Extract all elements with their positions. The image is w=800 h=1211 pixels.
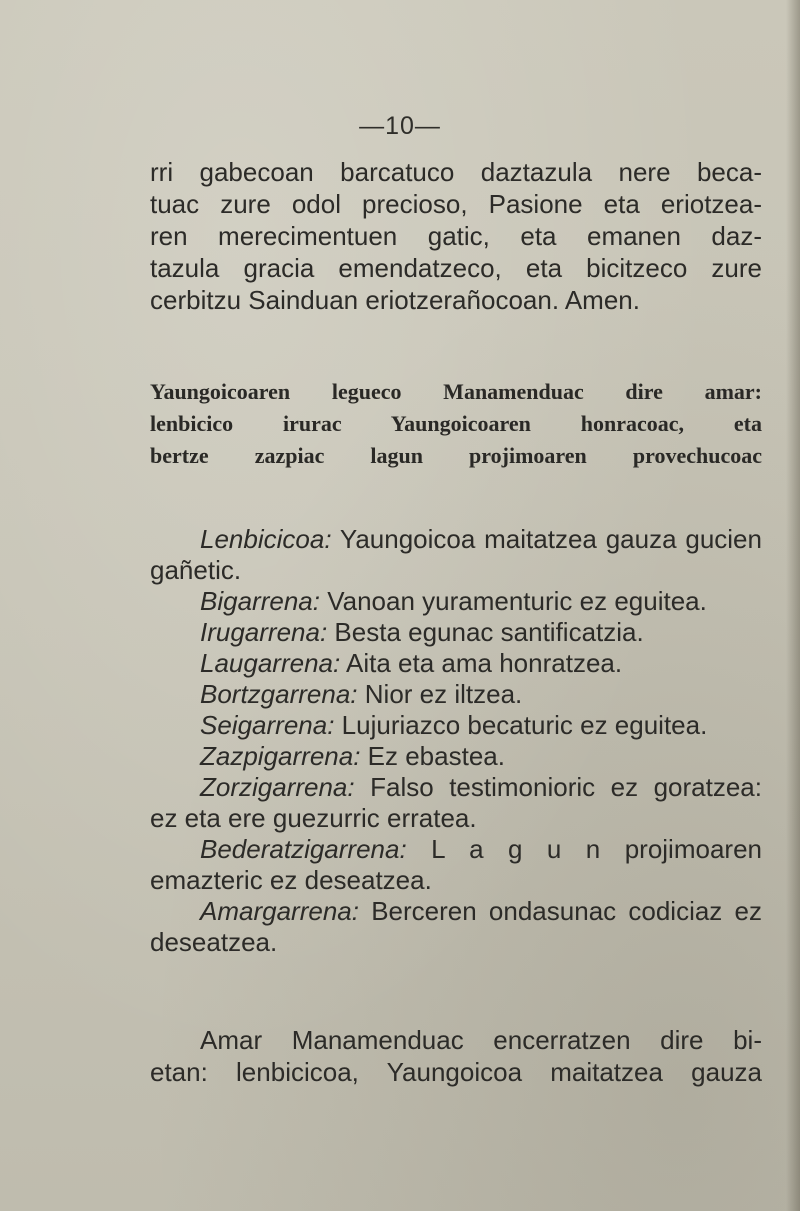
commandment-label: Bederatzigarrena: bbox=[200, 834, 407, 864]
commandment-label: Amargarrena: bbox=[200, 896, 359, 926]
heading-line: Yaungoicoaren legueco Manamenduac dire amar: bbox=[150, 379, 762, 404]
closing-paragraph bbox=[150, 1024, 762, 1088]
commandment-item bbox=[150, 648, 762, 679]
commandment-label: Zorzigarrena: bbox=[200, 772, 355, 802]
commandment-label: Zazpigarrena: bbox=[200, 741, 361, 771]
commandment-item bbox=[150, 679, 762, 710]
heading-line: lenbicico irurac Yaungoicoaren honracoac, eta bbox=[150, 411, 762, 436]
commandment-label: Bigarrena: bbox=[200, 586, 320, 616]
commandment-item bbox=[150, 524, 762, 586]
text-line: tazula gracia emendatzeco, eta bicitzeco zure bbox=[150, 253, 762, 283]
commandments-list bbox=[150, 524, 762, 958]
commandment-label: Irugarrena: bbox=[200, 617, 328, 647]
commandment-text: Besta egunac santificatzia. bbox=[334, 617, 644, 647]
commandment-label: Bortzgarrena: bbox=[200, 679, 358, 709]
page-number: —10— bbox=[359, 112, 441, 140]
commandment-text: Aita eta ama honratzea. bbox=[346, 648, 623, 678]
commandment-item bbox=[150, 586, 762, 617]
commandment-label: Laugarrena: bbox=[200, 648, 341, 678]
commandment-item bbox=[150, 741, 762, 772]
text-line: Amar Manamenduac encerratzen dire bi- bbox=[200, 1025, 762, 1055]
commandment-text: Vanoan yuramenturic ez eguitea. bbox=[327, 586, 707, 616]
commandment-item bbox=[150, 772, 762, 834]
text-line: ren merecimentuen gatic, eta emanen daz- bbox=[150, 221, 762, 251]
section-heading bbox=[150, 376, 762, 472]
commandment-item bbox=[150, 617, 762, 648]
commandment-text: Nior ez iltzea. bbox=[364, 679, 523, 709]
commandment-item bbox=[150, 896, 762, 958]
intro-paragraph bbox=[150, 156, 762, 316]
text-line: tuac zure odol precioso, Pasione eta eriotzea- bbox=[150, 189, 762, 219]
text-line: rri gabecoan barcatuco daztazula nere beca- bbox=[150, 157, 762, 187]
text-line: cerbitzu Sainduan eriotzerañocoan. Amen. bbox=[150, 285, 640, 315]
text-line: etan: lenbicicoa, Yaungoicoa maitatzea gauza bbox=[150, 1057, 762, 1087]
commandment-label: Lenbicicoa: bbox=[200, 524, 332, 554]
commandment-item bbox=[150, 834, 762, 896]
commandment-text: Berceren ondasunac codiciaz ez deseatzea. bbox=[150, 896, 762, 957]
commandment-label: Seigarrena: bbox=[200, 710, 335, 740]
commandment-text: Yaungoicoa maitatzea gauza gucien gañetic. bbox=[150, 524, 762, 585]
commandment-text: Ez ebastea. bbox=[367, 741, 505, 771]
commandment-item bbox=[150, 710, 762, 741]
commandment-text: L a g u n projimoaren emazteric ez deseatzea. bbox=[150, 834, 762, 895]
commandment-text: Falso testimonioric ez goratzea: ez eta ere guezurric erratea. bbox=[150, 772, 762, 833]
heading-line: bertze zazpiac lagun projimoaren provechucoac bbox=[150, 443, 762, 468]
page-edge-shadow bbox=[786, 0, 800, 1211]
commandment-text: Lujuriazco becaturic ez eguitea. bbox=[341, 710, 708, 740]
